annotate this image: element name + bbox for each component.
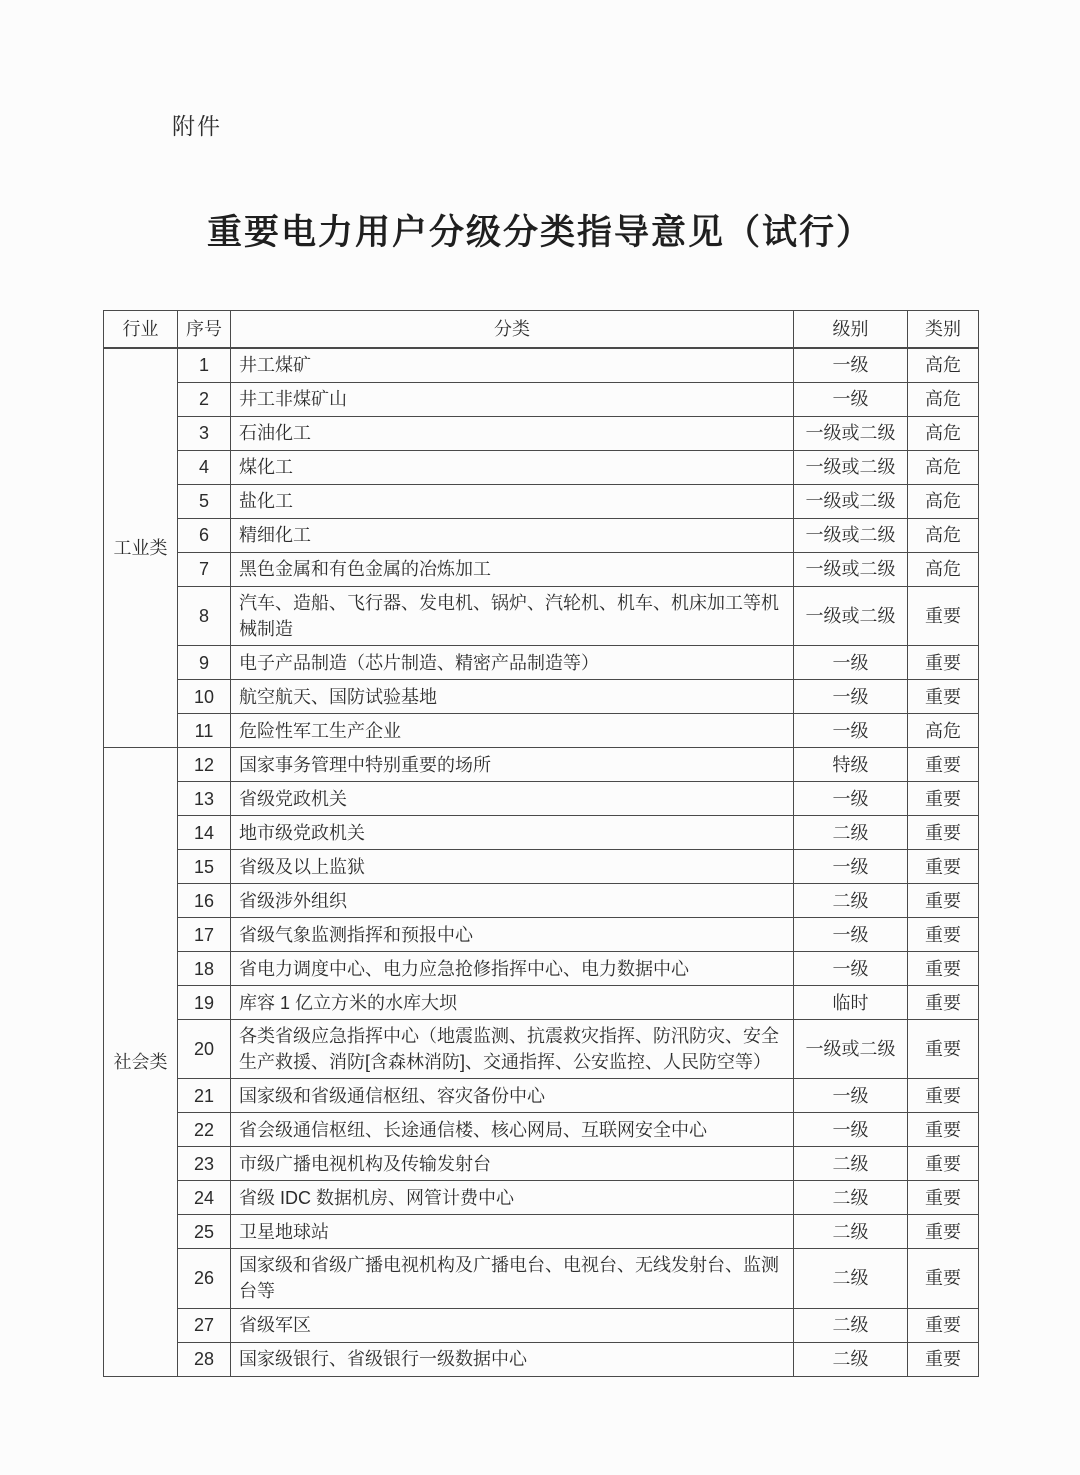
cell-no: 18	[178, 952, 231, 986]
table-row	[104, 748, 979, 782]
classification-table	[103, 310, 979, 1377]
cell-level: 一级	[794, 782, 908, 816]
cell-category: 井工非煤矿山	[231, 383, 794, 417]
cell-category: 黑色金属和有色金属的冶炼加工	[231, 553, 794, 587]
table-row	[104, 1181, 979, 1215]
cell-type: 重要	[908, 1147, 979, 1181]
cell-level: 二级	[794, 1342, 908, 1376]
cell-type: 高危	[908, 714, 979, 748]
cell-type: 重要	[908, 587, 979, 646]
table-row	[104, 1147, 979, 1181]
table-row	[104, 714, 979, 748]
cell-level: 一级或二级	[794, 417, 908, 451]
cell-no: 17	[178, 918, 231, 952]
cell-level: 一级	[794, 952, 908, 986]
cell-no: 8	[178, 587, 231, 646]
cell-no: 22	[178, 1113, 231, 1147]
table-row	[104, 1215, 979, 1249]
cell-no: 20	[178, 1020, 231, 1079]
cell-type: 重要	[908, 884, 979, 918]
cell-category: 盐化工	[231, 485, 794, 519]
cell-level: 一级或二级	[794, 587, 908, 646]
cell-level: 一级	[794, 1113, 908, 1147]
table-row	[104, 816, 979, 850]
column-header-level: 级别	[794, 311, 908, 349]
cell-type: 高危	[908, 451, 979, 485]
table-row	[104, 519, 979, 553]
table-row	[104, 850, 979, 884]
cell-type: 重要	[908, 1079, 979, 1113]
cell-no: 9	[178, 646, 231, 680]
cell-type: 重要	[908, 952, 979, 986]
cell-type: 重要	[908, 918, 979, 952]
cell-category: 汽车、造船、飞行器、发电机、锅炉、汽轮机、机车、机床加工等机械制造	[231, 587, 794, 646]
table-row	[104, 348, 979, 383]
cell-no: 27	[178, 1308, 231, 1342]
cell-level: 二级	[794, 1181, 908, 1215]
cell-category: 石油化工	[231, 417, 794, 451]
cell-category: 省级气象监测指挥和预报中心	[231, 918, 794, 952]
cell-level: 二级	[794, 1215, 908, 1249]
cell-type: 高危	[908, 485, 979, 519]
cell-level: 一级或二级	[794, 451, 908, 485]
cell-category: 各类省级应急指挥中心（地震监测、抗震救灾指挥、防汛防灾、安全生产救援、消防[含森林消防]、交通指挥、公安监控、人民防空等）	[231, 1020, 794, 1079]
cell-no: 13	[178, 782, 231, 816]
cell-level: 一级或二级	[794, 1020, 908, 1079]
table-row	[104, 1079, 979, 1113]
cell-no: 16	[178, 884, 231, 918]
column-header-type: 类别	[908, 311, 979, 349]
cell-no: 19	[178, 986, 231, 1020]
cell-level: 一级	[794, 383, 908, 417]
cell-category: 省级军区	[231, 1308, 794, 1342]
cell-no: 14	[178, 816, 231, 850]
cell-category: 国家事务管理中特别重要的场所	[231, 748, 794, 782]
table-row	[104, 1308, 979, 1342]
table-header-row	[104, 311, 979, 349]
cell-level: 一级	[794, 918, 908, 952]
cell-type: 重要	[908, 1249, 979, 1308]
cell-level: 一级或二级	[794, 519, 908, 553]
cell-no: 12	[178, 748, 231, 782]
cell-level: 一级或二级	[794, 485, 908, 519]
cell-type: 重要	[908, 646, 979, 680]
cell-no: 1	[178, 348, 231, 383]
cell-no: 25	[178, 1215, 231, 1249]
table-row	[104, 451, 979, 485]
cell-category: 航空航天、国防试验基地	[231, 680, 794, 714]
cell-no: 23	[178, 1147, 231, 1181]
cell-level: 一级	[794, 680, 908, 714]
table-row	[104, 884, 979, 918]
cell-category: 危险性军工生产企业	[231, 714, 794, 748]
cell-type: 高危	[908, 417, 979, 451]
cell-level: 临时	[794, 986, 908, 1020]
cell-type: 重要	[908, 1113, 979, 1147]
cell-no: 28	[178, 1342, 231, 1376]
cell-type: 重要	[908, 1181, 979, 1215]
cell-type: 重要	[908, 782, 979, 816]
cell-type: 高危	[908, 519, 979, 553]
table-row	[104, 782, 979, 816]
table-row	[104, 952, 979, 986]
cell-level: 一级	[794, 1079, 908, 1113]
cell-level: 一级	[794, 646, 908, 680]
cell-category: 精细化工	[231, 519, 794, 553]
cell-category: 市级广播电视机构及传输发射台	[231, 1147, 794, 1181]
cell-level: 二级	[794, 1249, 908, 1308]
cell-category: 省级及以上监狱	[231, 850, 794, 884]
column-header-category: 分类	[231, 311, 794, 349]
cell-level: 二级	[794, 816, 908, 850]
table-row	[104, 1113, 979, 1147]
cell-type: 高危	[908, 348, 979, 383]
table-row	[104, 986, 979, 1020]
table-row	[104, 1249, 979, 1308]
cell-no: 26	[178, 1249, 231, 1308]
cell-category: 省会级通信枢纽、长途通信楼、核心网局、互联网安全中心	[231, 1113, 794, 1147]
cell-type: 高危	[908, 383, 979, 417]
cell-category: 电子产品制造（芯片制造、精密产品制造等）	[231, 646, 794, 680]
table-row	[104, 383, 979, 417]
cell-no: 4	[178, 451, 231, 485]
cell-type: 重要	[908, 1215, 979, 1249]
cell-no: 21	[178, 1079, 231, 1113]
cell-level: 二级	[794, 1308, 908, 1342]
cell-category: 库容 1 亿立方米的水库大坝	[231, 986, 794, 1020]
cell-type: 重要	[908, 850, 979, 884]
industry-group-cell: 社会类	[104, 748, 178, 1376]
industry-group-cell: 工业类	[104, 348, 178, 748]
cell-category: 卫星地球站	[231, 1215, 794, 1249]
table-row	[104, 646, 979, 680]
cell-level: 一级或二级	[794, 553, 908, 587]
cell-level: 特级	[794, 748, 908, 782]
cell-no: 11	[178, 714, 231, 748]
cell-category: 井工煤矿	[231, 348, 794, 383]
cell-category: 省级 IDC 数据机房、网管计费中心	[231, 1181, 794, 1215]
attachment-label: 附件	[172, 113, 222, 139]
cell-no: 2	[178, 383, 231, 417]
cell-type: 重要	[908, 986, 979, 1020]
cell-no: 3	[178, 417, 231, 451]
table-row	[104, 417, 979, 451]
table-row	[104, 553, 979, 587]
table-row	[104, 680, 979, 714]
page-title: 重要电力用户分级分类指导意见（试行）	[206, 213, 873, 252]
cell-category: 煤化工	[231, 451, 794, 485]
cell-no: 10	[178, 680, 231, 714]
cell-type: 重要	[908, 1020, 979, 1079]
table-row	[104, 1020, 979, 1079]
cell-level: 二级	[794, 884, 908, 918]
cell-no: 24	[178, 1181, 231, 1215]
cell-category: 省级党政机关	[231, 782, 794, 816]
cell-type: 重要	[908, 748, 979, 782]
cell-type: 重要	[908, 816, 979, 850]
cell-level: 二级	[794, 1147, 908, 1181]
cell-type: 重要	[908, 1308, 979, 1342]
table-row	[104, 918, 979, 952]
cell-category: 国家级和省级通信枢纽、容灾备份中心	[231, 1079, 794, 1113]
cell-no: 15	[178, 850, 231, 884]
table-body	[104, 348, 979, 1376]
table-row	[104, 1342, 979, 1376]
cell-category: 国家级和省级广播电视机构及广播电台、电视台、无线发射台、监测台等	[231, 1249, 794, 1308]
cell-type: 高危	[908, 553, 979, 587]
cell-no: 6	[178, 519, 231, 553]
table-row	[104, 485, 979, 519]
cell-type: 重要	[908, 1342, 979, 1376]
cell-category: 省电力调度中心、电力应急抢修指挥中心、电力数据中心	[231, 952, 794, 986]
cell-category: 国家级银行、省级银行一级数据中心	[231, 1342, 794, 1376]
cell-no: 7	[178, 553, 231, 587]
column-header-industry: 行业	[104, 311, 178, 349]
cell-no: 5	[178, 485, 231, 519]
cell-level: 一级	[794, 714, 908, 748]
cell-category: 地市级党政机关	[231, 816, 794, 850]
cell-level: 一级	[794, 850, 908, 884]
column-header-no: 序号	[178, 311, 231, 349]
cell-level: 一级	[794, 348, 908, 383]
table-row	[104, 587, 979, 646]
cell-type: 重要	[908, 680, 979, 714]
cell-category: 省级涉外组织	[231, 884, 794, 918]
